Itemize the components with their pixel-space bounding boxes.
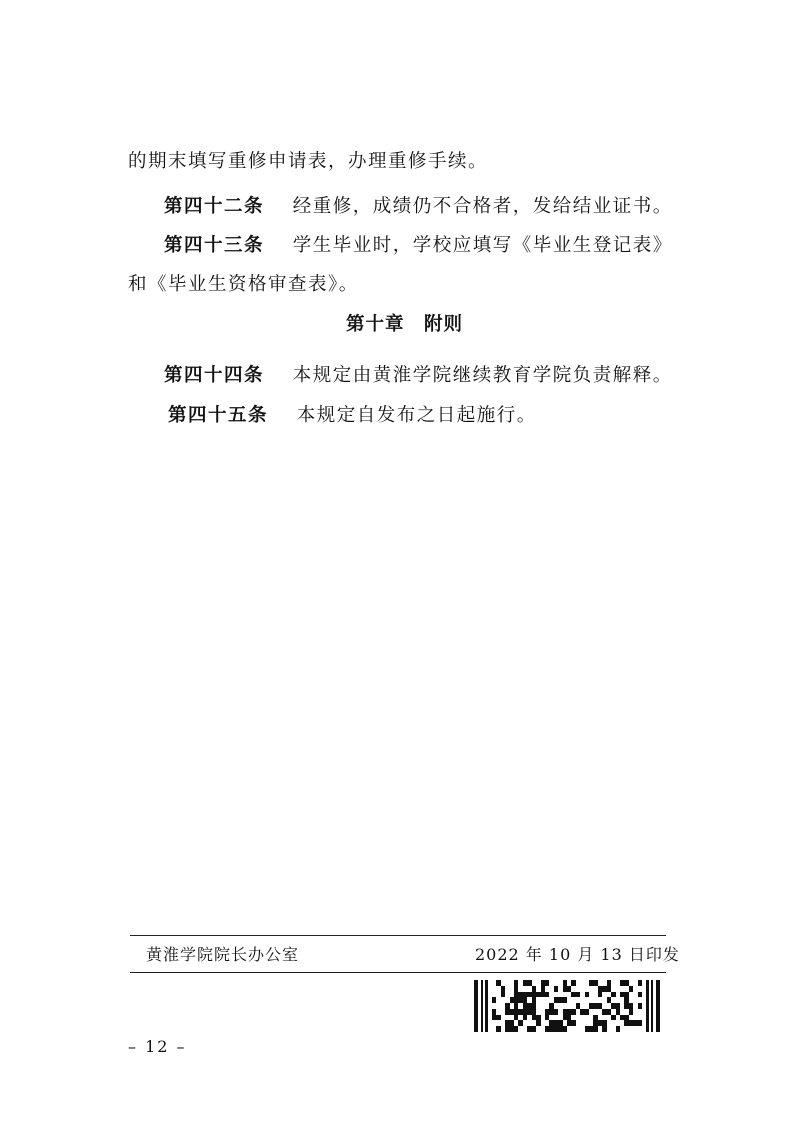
footer-bottom-rule [130, 972, 666, 973]
article-42 [164, 195, 673, 219]
article-42-label: 第四十二条 [164, 196, 265, 217]
article-44-label: 第四十四条 [164, 365, 265, 386]
article-43-label: 第四十三条 [164, 235, 265, 256]
article-45-label: 第四十五条 [168, 405, 269, 426]
article-43 [164, 234, 673, 258]
article-43-text: 学生毕业时，学校应填写《毕业生登记表》 [292, 235, 673, 256]
page-number: – 12 – [128, 1037, 187, 1056]
footer-issuer: 黄淮学院院长办公室 [146, 945, 300, 964]
article-44-text: 本规定由黄淮学院继续教育学院负责解释。 [292, 365, 673, 386]
article-43-continuation: 和《毕业生资格审查表》。 [128, 274, 359, 295]
article-45 [168, 404, 537, 428]
chapter-heading: 第十章 附则 [346, 314, 464, 335]
footer-date: 2022 年 10 月 13 日印发 [475, 945, 680, 964]
footer-top-rule [130, 935, 666, 936]
article-42-text: 经重修，成绩仍不合格者，发给结业证书。 [292, 196, 673, 217]
barcode-icon [474, 980, 660, 1032]
article-44 [164, 364, 673, 388]
article-45-text: 本规定自发布之日起施行。 [296, 405, 537, 426]
barcode-cell [638, 1026, 642, 1032]
continuation-line: 的期末填写重修申请表，办理重修手续。 [128, 151, 489, 172]
